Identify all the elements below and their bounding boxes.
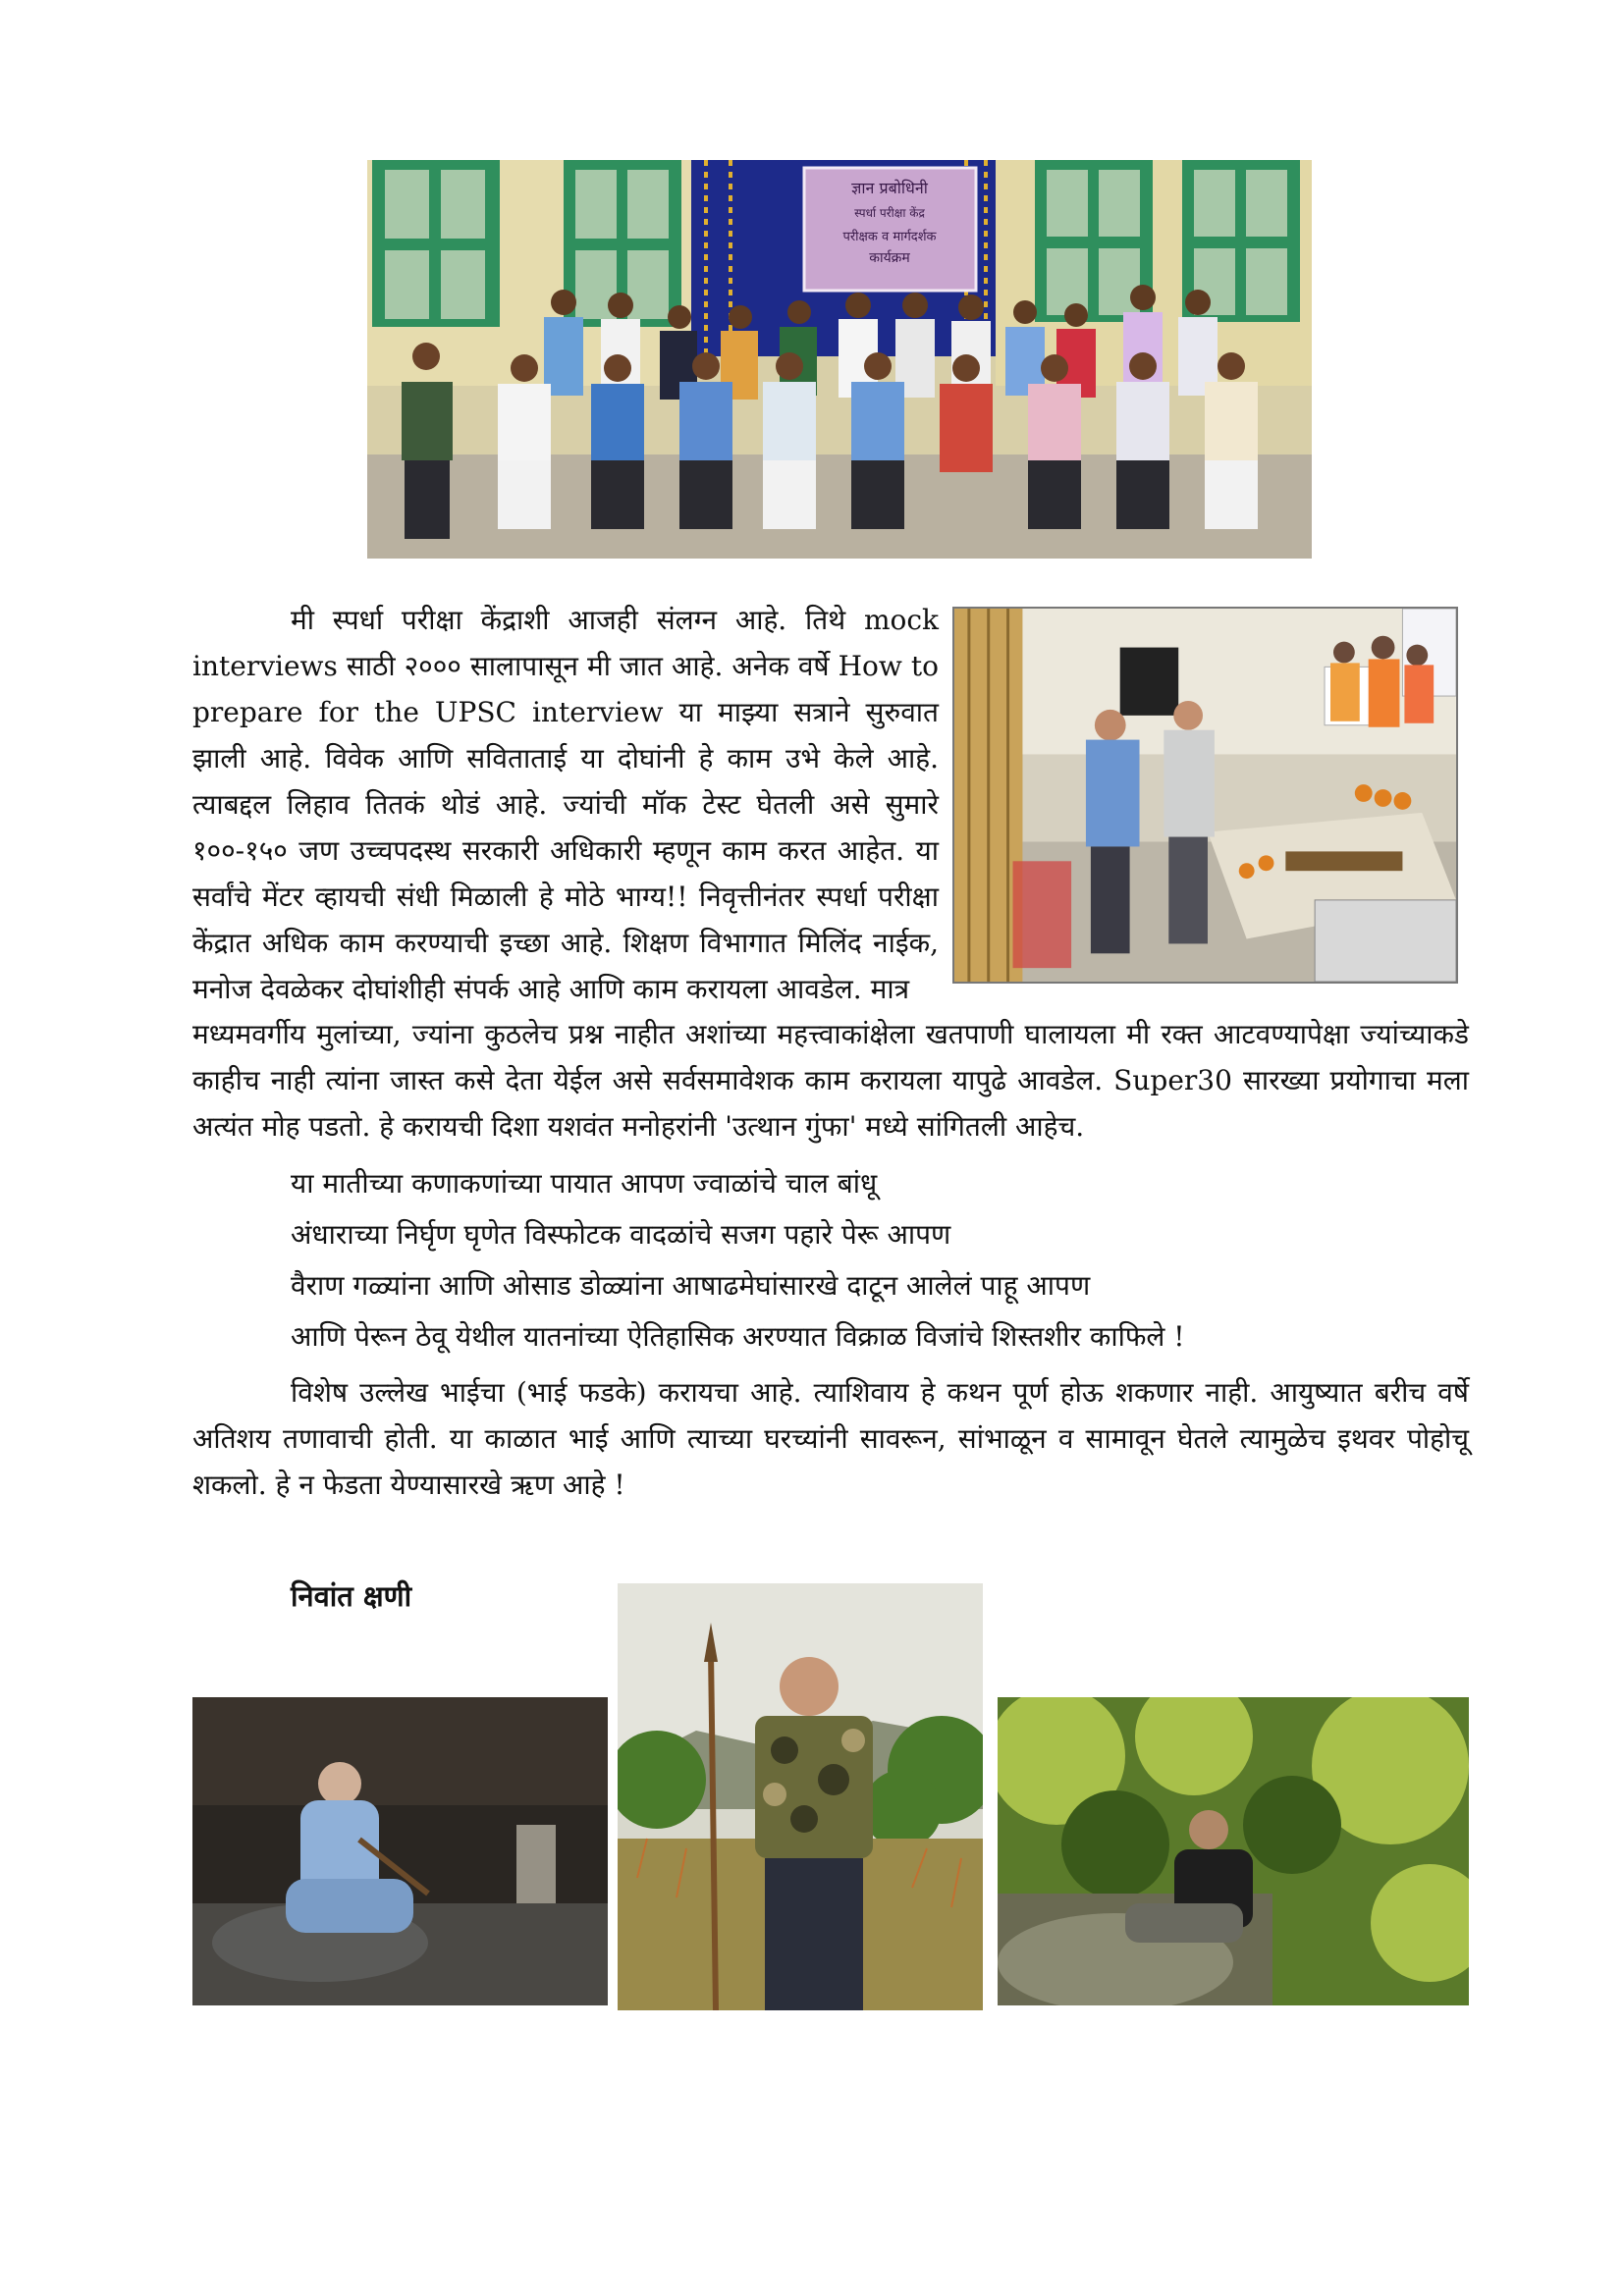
spear-photo: [618, 1583, 983, 2010]
banner-line-4: कार्यक्रम: [869, 250, 910, 266]
paragraph-1-narrow: मी स्पर्धा परीक्षा केंद्राशी आजही संलग्न आहे. तिथे mock interviews साठी २००० सालापासून मी जात आहे. अनेक वर्षे How to prepare for the UPSC interview या माझ्या सत्राने सुरुवात झाली आहे. विवेक आणि सविताताई या दोघांनी हे काम उभे केले आहे. त्याबद्दल लिहाव तितकं थोडं आहे. ज्यांची मॉक टेस्ट घेतली असे सुमारे १००-१५० जण उच्चपदस्थ सरकारी अधिकारी म्हणून काम करत आहेत. या सर्वांचे मेंटर व्हायची संधी मिळाली हे मोठे भाग्य!! निवृत्तीनंतर स्पर्धा परीक्षा केंद्रात अधिक काम करण्याची इच्छा आहे. शिक्षण विभागात मिलिंद नाईक, मनोज देवळेकर दोघांशीही संपर्क आहे आणि काम करायला आवडेल. मात्र: [192, 604, 939, 1005]
poem-line-4: आणि पेरून ठेवू येथील यातनांच्या ऐतिहासिक अरण्यात विक्राळ विजांचे शिस्तशीर काफिले !: [291, 1320, 1185, 1353]
office-photo: [952, 607, 1458, 984]
poem-line-1: या मातीच्या कणाकणांच्या पायात आपण ज्वाळांचे चाल बांधू: [291, 1167, 878, 1200]
poem-line-3: वैराण गळ्यांना आणि ओसाड डोळ्यांना आषाढमेघांसारखे दाटून आलेलं पाहू आपण: [291, 1269, 1091, 1302]
section-heading: निवांत क्षणी: [291, 1579, 412, 1613]
poem-line-2: अंधाराच्या निर्घृण घृणेत विस्फोटक वादळांचे सजग पहारे पेरू आपण: [291, 1218, 951, 1251]
forest-photo: [998, 1697, 1469, 2005]
group-photo: [367, 160, 1312, 559]
banner-line-1: ज्ञान प्रबोधिनी: [851, 179, 928, 197]
flute-photo: [192, 1697, 608, 2005]
paragraph-1-wide: मध्यमवर्गीय मुलांच्या, ज्यांना कुठलेच प्रश्न नाहीत अशांच्या महत्त्वाकांक्षेला खतपाणी घालायला मी रक्त आटवण्यापेक्षा ज्यांच्याकडे काहीच नाही त्यांना जास्त कसे देता येईल असे सर्वसमावेशक काम करायला यापुढे आवडेल. Super30 सारख्या प्रयोगाचा मला अत्यंत मोह पडतो. हे करायची दिशा यशवंत मनोहरांनी 'उत्थान गुंफा' मध्ये सांगितली आहेच.: [192, 1018, 1469, 1143]
banner-line-3: परीक्षक व मार्गदर्शक: [842, 230, 937, 244]
paragraph-2: विशेष उल्लेख भाईचा (भाई फडके) करायचा आहे. त्याशिवाय हे कथन पूर्ण होऊ शकणार नाही. आयुष्यात बरीच वर्षे अतिशय तणावाची होती. या काळात भाई आणि त्याच्या घरच्यांनी सावरून, सांभाळून व सामावून घेतले त्यामुळेच इथवर पोहोचू शकलो. हे न फेडता येण्यासारखे ऋण आहे !: [192, 1376, 1469, 1501]
banner-line-2: स्पर्धा परीक्षा केंद्र: [854, 206, 925, 220]
poem: [291, 1158, 1469, 1362]
